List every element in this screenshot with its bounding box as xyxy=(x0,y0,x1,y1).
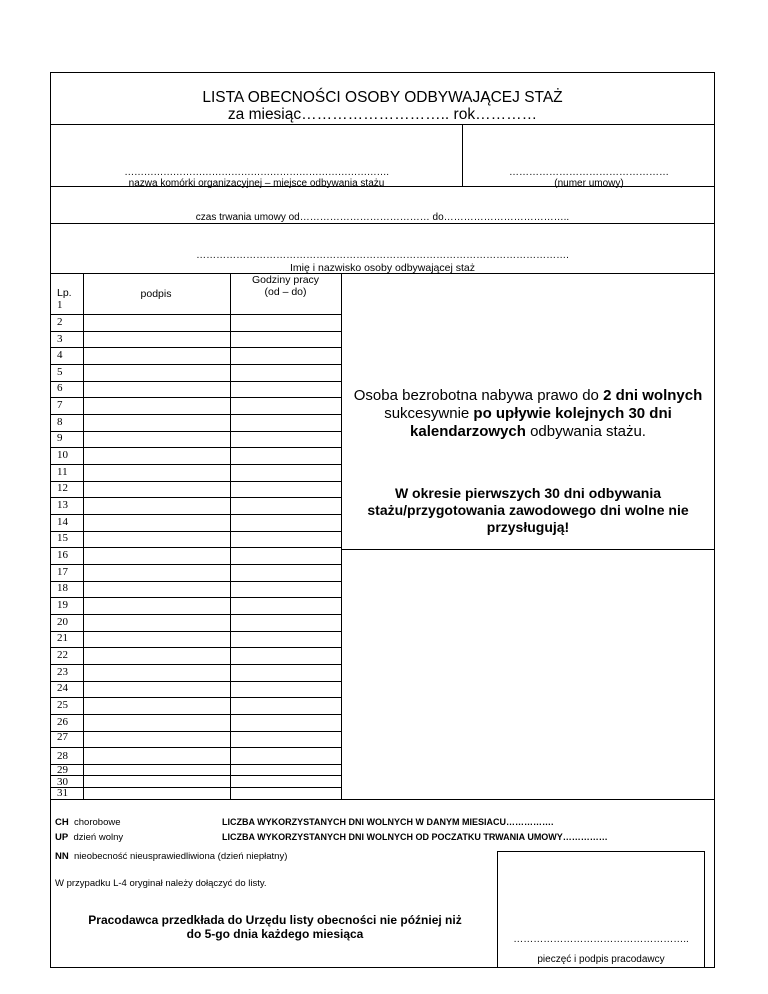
row-number: 5 xyxy=(57,366,63,378)
row-number: 6 xyxy=(57,382,63,394)
row-number: 17 xyxy=(57,566,68,578)
row-number: 4 xyxy=(57,349,63,361)
row-number: 11 xyxy=(57,466,68,478)
table-row-divider xyxy=(50,597,341,598)
row-number: 28 xyxy=(57,750,68,762)
free-days-month-count[interactable]: LICZBA WYKORZYSTANYCH DNI WOLNYCH W DANYM MIESIACU……………. xyxy=(222,817,554,827)
row-number: 13 xyxy=(57,499,68,511)
person-name-label: Imię i nazwisko osoby odbywającej staż xyxy=(289,262,475,274)
row-number: 7 xyxy=(57,399,63,411)
row-number: 23 xyxy=(57,666,68,678)
table-row-divider xyxy=(50,514,341,515)
row-number: 1 xyxy=(57,299,63,311)
row-number: 14 xyxy=(57,516,68,528)
contract-duration-field[interactable]: czas trwania umowy od………………………………… do……………………………….. xyxy=(195,212,570,223)
table-row-divider xyxy=(50,497,341,498)
table-column-divider xyxy=(230,273,231,799)
notice-first-30-days: W okresie pierwszych 30 dni odbywania stażu/przygotowania zawodowego dni wolne nie przysługują! xyxy=(367,485,689,535)
row-number: 19 xyxy=(57,599,68,611)
unit-field[interactable]: ………………………………………………………………………. nazwa komórki organizacyjnej – miejsce odbywania stażu xyxy=(54,167,459,189)
row-number: 27 xyxy=(57,731,68,743)
row-number: 3 xyxy=(57,333,63,345)
table-row-divider xyxy=(50,764,341,765)
column-header-signature: podpis xyxy=(140,288,172,300)
table-row-divider xyxy=(50,681,341,682)
contract-number-label: (numer umowy) xyxy=(554,178,624,189)
page-title: LISTA OBECNOŚCI OSOBY ODBYWAJĄCEJ STAŻ za miesiąc……………………….. rok………… xyxy=(50,89,715,123)
row-number: 26 xyxy=(57,716,68,728)
table-row-divider xyxy=(50,697,341,698)
table-column-divider xyxy=(83,273,84,799)
table-row-divider xyxy=(50,364,341,365)
row-number: 24 xyxy=(57,682,68,694)
row-number: 22 xyxy=(57,649,68,661)
table-row-divider xyxy=(50,647,341,648)
table-bottom xyxy=(50,799,715,800)
row-number: 25 xyxy=(57,699,68,711)
table-row-divider xyxy=(50,564,341,565)
employer-stamp-box[interactable] xyxy=(497,851,705,968)
row-number: 20 xyxy=(57,616,68,628)
divider xyxy=(50,124,715,125)
table-row-divider xyxy=(50,581,341,582)
table-row-divider xyxy=(50,614,341,615)
table-row-divider xyxy=(50,631,341,632)
row-number: 2 xyxy=(57,316,63,328)
row-number: 30 xyxy=(57,776,68,788)
row-number: 21 xyxy=(57,632,68,644)
legend-up: UP dzień wolny xyxy=(55,832,124,843)
row-number: 18 xyxy=(57,582,68,594)
divider xyxy=(462,124,463,186)
stamp-signature-line: …………………………………………….. xyxy=(513,934,689,945)
legend-ch: CH chorobowe xyxy=(55,817,121,828)
table-row-divider xyxy=(50,775,341,776)
row-number: 15 xyxy=(57,532,68,544)
table-row-divider xyxy=(50,731,341,732)
l4-note: W przypadku L-4 oryginał należy dołączyć do listy. xyxy=(55,878,267,889)
row-number: 16 xyxy=(57,549,68,561)
divider xyxy=(50,223,715,224)
divider xyxy=(50,273,715,274)
row-number: 29 xyxy=(57,764,68,776)
table-row-divider xyxy=(50,547,341,548)
table-row-divider xyxy=(50,381,341,382)
row-number: 12 xyxy=(57,482,68,494)
divider xyxy=(50,186,715,187)
table-column-divider xyxy=(341,273,342,799)
table-row-divider xyxy=(50,397,341,398)
contract-number-field[interactable]: ………………………………………… (numer umowy) xyxy=(466,167,712,189)
table-row-divider xyxy=(50,531,341,532)
free-days-total-count[interactable]: LICZBA WYKORZYSTANYCH DNI WOLNYCH OD POCZATKU TRWANIA UMOWY…………… xyxy=(222,832,608,842)
table-row-divider xyxy=(50,347,341,348)
unit-label: nazwa komórki organizacyjnej – miejsce odbywania stażu xyxy=(128,178,385,189)
column-header-lp: Lp. xyxy=(57,287,72,299)
stamp-label: pieczęć i podpis pracodawcy xyxy=(537,954,665,965)
table-row-divider xyxy=(50,747,341,748)
column-header-hours: Godziny pracy (od – do) xyxy=(251,274,320,298)
table-row-divider xyxy=(50,431,341,432)
row-number: 10 xyxy=(57,449,68,461)
month-year-line[interactable]: za miesiąc……………………….. rok………… xyxy=(227,106,538,123)
table-row-divider xyxy=(50,464,341,465)
table-row-divider xyxy=(50,414,341,415)
table-row-divider xyxy=(50,314,341,315)
notice-box-bottom xyxy=(341,549,715,550)
table-row-divider xyxy=(50,447,341,448)
row-number: 31 xyxy=(57,787,68,799)
table-row-divider xyxy=(50,481,341,482)
row-number: 9 xyxy=(57,432,63,444)
legend-nn: NN nieobecność nieusprawiedliwiona (dzień niepłatny) xyxy=(55,851,288,862)
person-name-field[interactable]: …………………………………………………………………………………………………. Imię i nazwisko osoby odbywającej staż xyxy=(50,250,715,274)
table-row-divider xyxy=(50,787,341,788)
employer-deadline-note: Pracodawca przedkłada do Urzędu listy obecności nie później niż do 5-go dnia każdego miesiąca xyxy=(88,913,462,941)
notice-free-days: Osoba bezrobotna nabywa prawo do 2 dni wolnych sukcesywnie po upływie kolejnych 30 dni kalendarzowych odbywania stażu. xyxy=(353,387,703,440)
table-row-divider xyxy=(50,664,341,665)
table-row-divider xyxy=(50,331,341,332)
table-row-divider xyxy=(50,714,341,715)
row-number: 8 xyxy=(57,416,63,428)
